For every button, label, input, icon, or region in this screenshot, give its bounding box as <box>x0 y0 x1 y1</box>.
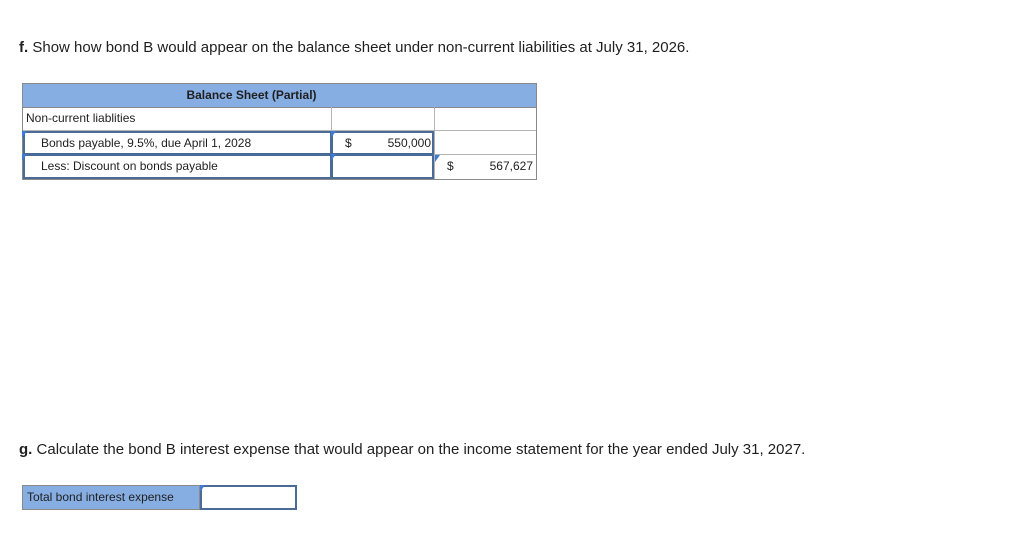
question-g <box>19 441 805 459</box>
balance-sheet-header <box>23 84 536 108</box>
total-bond-interest-expense-input[interactable] <box>200 485 297 510</box>
column-divider <box>434 107 435 179</box>
total-currency: $ <box>447 159 454 173</box>
bonds-payable-currency: $ <box>345 136 352 150</box>
total-amount: 567,627 <box>489 159 533 173</box>
bonds-payable-label-field[interactable] <box>23 131 332 155</box>
discount-label: Less: Discount on bonds payable <box>41 159 218 173</box>
question-g-number: g. <box>19 441 33 458</box>
input-flag-icon <box>331 131 336 138</box>
input-flag-icon <box>22 131 27 138</box>
input-flag-icon <box>200 485 205 492</box>
total-bond-interest-expense-label: Total bond interest expense <box>22 485 200 510</box>
input-flag-icon <box>22 154 27 161</box>
question-f-number: f. <box>19 39 29 56</box>
bonds-payable-label: Bonds payable, 9.5%, due April 1, 2028 <box>41 136 252 150</box>
question-g-text: Calculate the bond B interest expense that would appear on the income statement for the year ended July 31, 2027. <box>36 441 806 458</box>
bonds-payable-amount-field[interactable] <box>331 131 434 155</box>
section-label-noncurrent-liabilities: Non-current liablities <box>26 111 136 125</box>
discount-amount-field[interactable] <box>331 154 434 179</box>
input-flag-icon <box>435 155 440 162</box>
balance-sheet-title: Balance Sheet (Partial) <box>186 88 317 102</box>
discount-label-field[interactable] <box>23 154 332 179</box>
question-f-text: Show how bond B would appear on the balance sheet under non-current liabilities at July 31, 2026. <box>32 39 690 56</box>
input-flag-icon <box>331 154 336 161</box>
balance-sheet-table <box>22 83 537 180</box>
question-f <box>19 39 689 57</box>
bonds-payable-amount: 550,000 <box>387 136 431 150</box>
